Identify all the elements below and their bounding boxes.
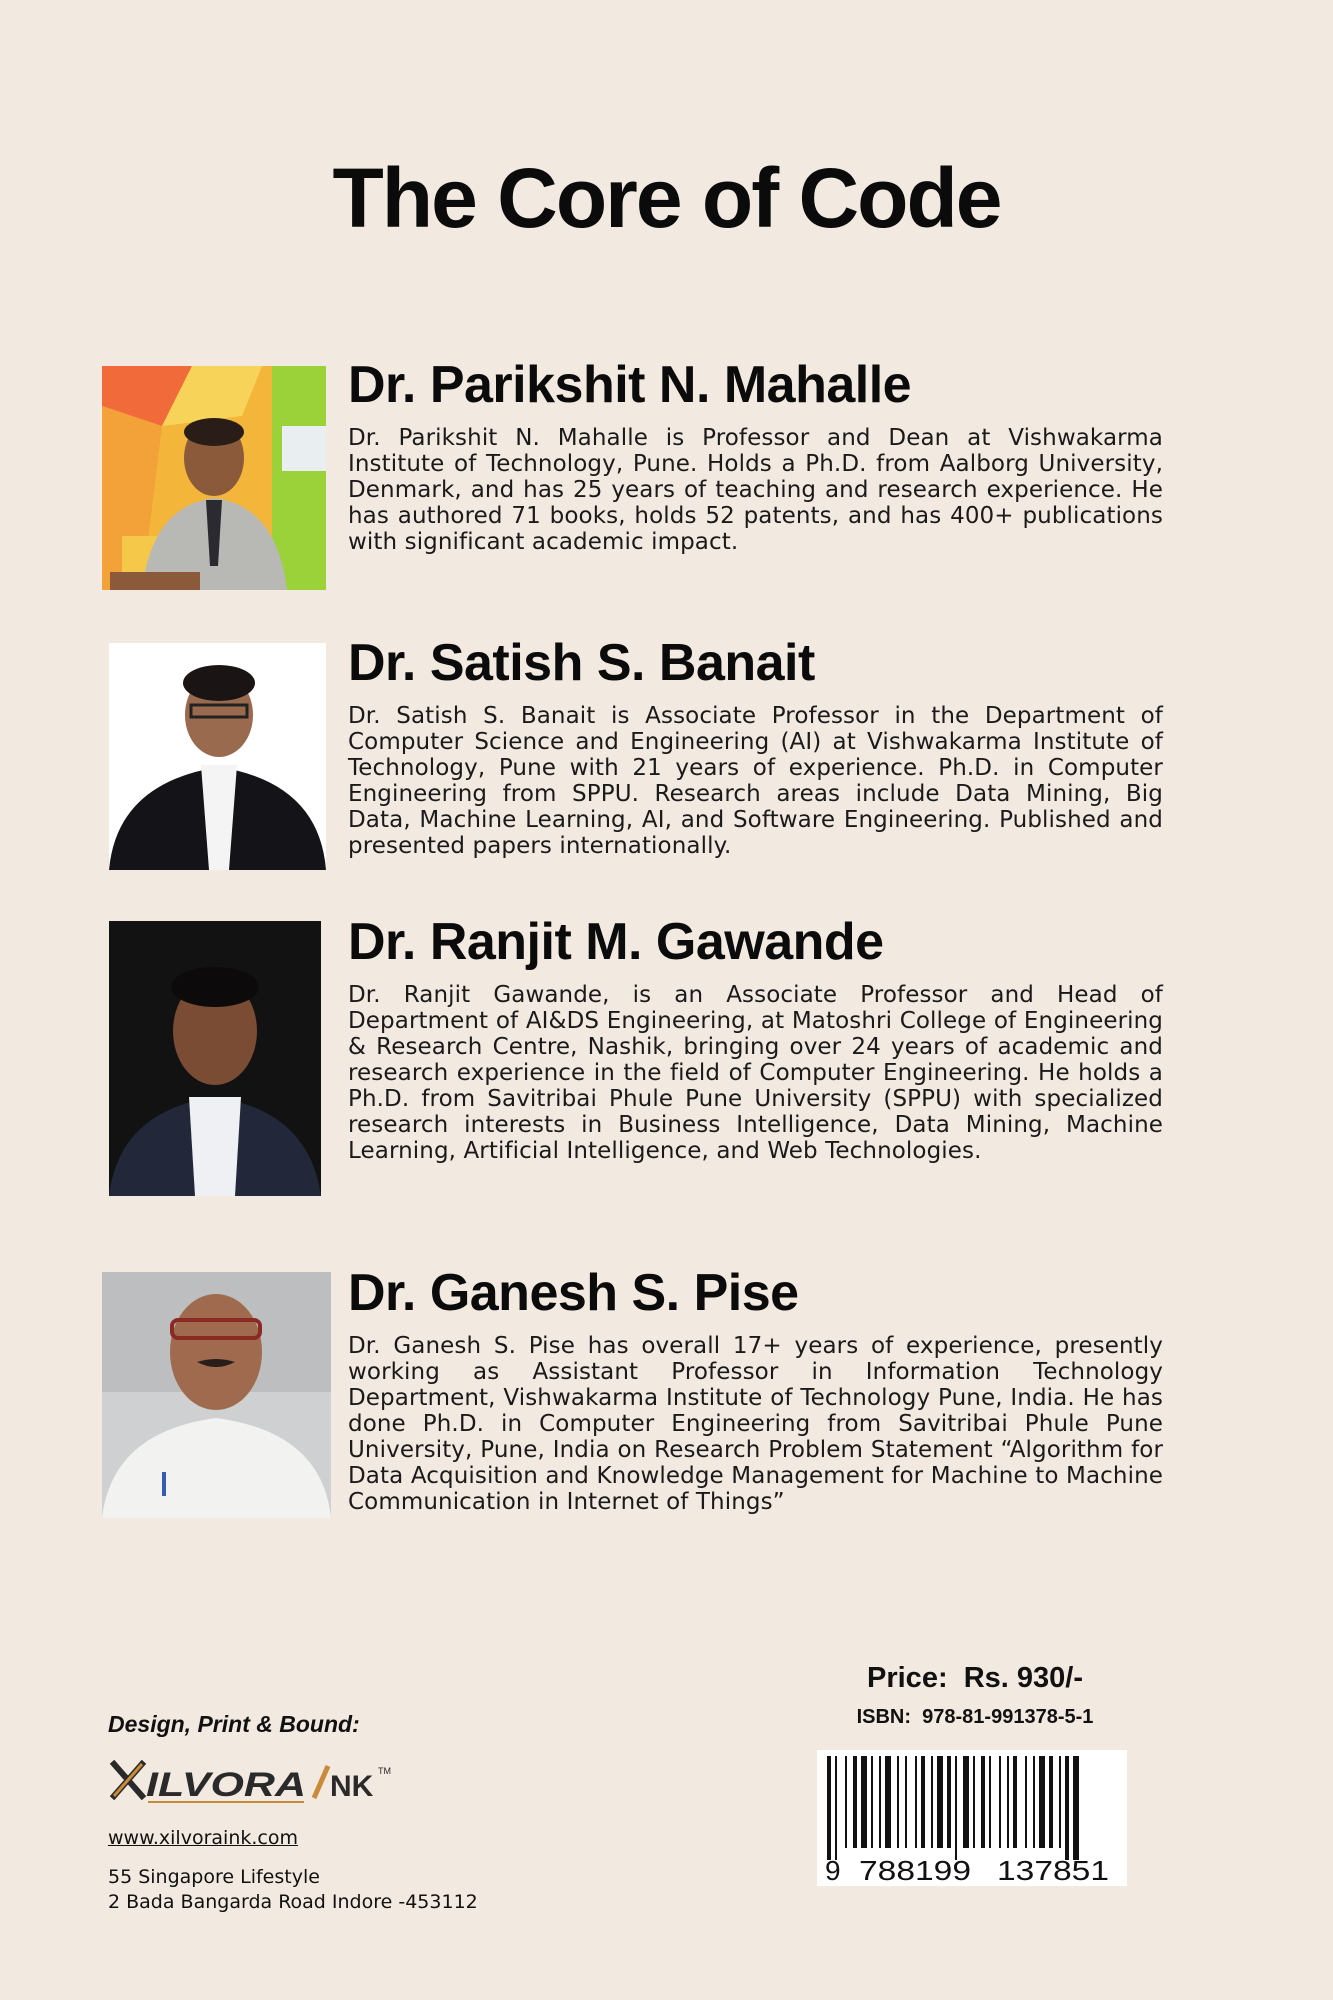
barcode-bar [871,1756,873,1848]
trademark-mark: TM [378,1766,391,1776]
barcode-bar [1073,1756,1079,1860]
barcode-digit-first: 9 [825,1855,841,1886]
author-photo-banait [109,643,326,870]
barcode-bar [1065,1756,1069,1860]
svg-text:ILVORA: ILVORA [146,1766,306,1804]
publisher-address-line2: 2 Bada Bangarda Road Indore -453112 [108,1891,478,1913]
publisher-label: Design, Print & Bound: [108,1711,360,1737]
publisher-address-line1: 55 Singapore Lifestyle [108,1866,320,1888]
barcode-digits-group1: 788199 [859,1855,971,1886]
author-bio-gawande: Dr. Ranjit Gawande, is an Associate Professor and Head of Department of AI&DS Engineering, at Matoshri College of Engineering & Research Centre, Nashik, bringing over 24 years of academic and research experience in the field of Computer Engineering. He holds a Ph.D. from Savitribai Phule Pune University (SPPU) with specialized research interests in Business Intelligence, Data Mining, Machine Learning, Artificial Intelligence, and Web Technologies. [348,982,1163,1164]
isbn-label: ISBN: 978-81-991378-5-1 [856,1706,1094,1728]
barcode-bar [897,1756,899,1848]
author-bio-pise: Dr. Ganesh S. Pise has overall 17+ years of experience, presently working as Assistant Professor in Information Technology Department, Vishwakarma Institute of Technology Pune, India. He has done Ph.D. in Computer Engineering from Savitribai Phule Pune University, Pune, India on Research Problem Statement “Algorithm for Data Acquisition and Knowledge Management for Machine to Machine Communication in Internet of Things” [348,1333,1163,1515]
barcode-bar [1013,1756,1017,1848]
author-name-pise: Dr. Ganesh S. Pise [348,1264,799,1322]
author-photo-pise [102,1272,331,1518]
svg-text:NK: NK [330,1770,374,1803]
barcode-bar [973,1756,975,1848]
author-name-gawande: Dr. Ranjit M. Gawande [348,913,884,971]
barcode-bar [915,1756,917,1848]
barcode-bar [931,1756,933,1848]
barcode-digits-group2: 137851 [997,1855,1109,1886]
barcode-bar [1049,1756,1053,1848]
barcode-bar [999,1756,1001,1848]
author-photo-mahalle [102,366,326,590]
book-title: The Core of Code [332,151,1001,245]
barcode-bar [905,1756,907,1848]
barcode-bar [1033,1756,1035,1848]
author-bio-mahalle: Dr. Parikshit N. Mahalle is Professor and Dean at Vishwakarma Institute of Technology, Pune. Holds a Ph.D. from Aalborg University, Denmark, and has 25 years of teaching and research experience. He has authored 71 books, holds 52 patents, and has 400+ publications with significant academic impact. [348,425,1163,555]
barcode-bar [879,1756,881,1848]
barcode-bar [1059,1756,1061,1848]
author-photo-gawande [109,921,321,1196]
barcode-bar [937,1756,943,1848]
barcode-bar [921,1756,925,1848]
isbn-barcode [817,1750,1127,1886]
author-name-banait: Dr. Satish S. Banait [348,634,815,692]
barcode-bar [963,1756,969,1848]
barcode-bar [827,1756,831,1860]
barcode-bar [947,1756,951,1848]
barcode-bar [955,1756,957,1860]
barcode-bar [1039,1756,1045,1848]
barcode-bar [845,1756,847,1848]
barcode-bar [835,1756,837,1860]
barcode-bar [885,1756,891,1848]
price-label: Price: Rs. 930/- [867,1662,1083,1694]
author-name-mahalle: Dr. Parikshit N. Mahalle [348,356,912,414]
barcode-bar [981,1756,985,1848]
barcode-bar [1025,1756,1027,1848]
barcode-bar [861,1756,867,1848]
barcode-bar [853,1756,857,1848]
publisher-website-link[interactable]: www.xilvoraink.com [108,1827,298,1849]
author-bio-banait: Dr. Satish S. Banait is Associate Professor in the Department of Computer Science and Engineering (AI) at Vishwakarma Institute of Technology, Pune with 21 years of experience. Ph.D. in Computer Engineering from SPPU. Research areas include Data Mining, Big Data, Machine Learning, AI, and Software Engineering. Published and presented papers internationally. [348,703,1163,859]
publisher-logo [108,1756,408,1806]
barcode-bar [1007,1756,1009,1848]
barcode-bar [989,1756,991,1848]
